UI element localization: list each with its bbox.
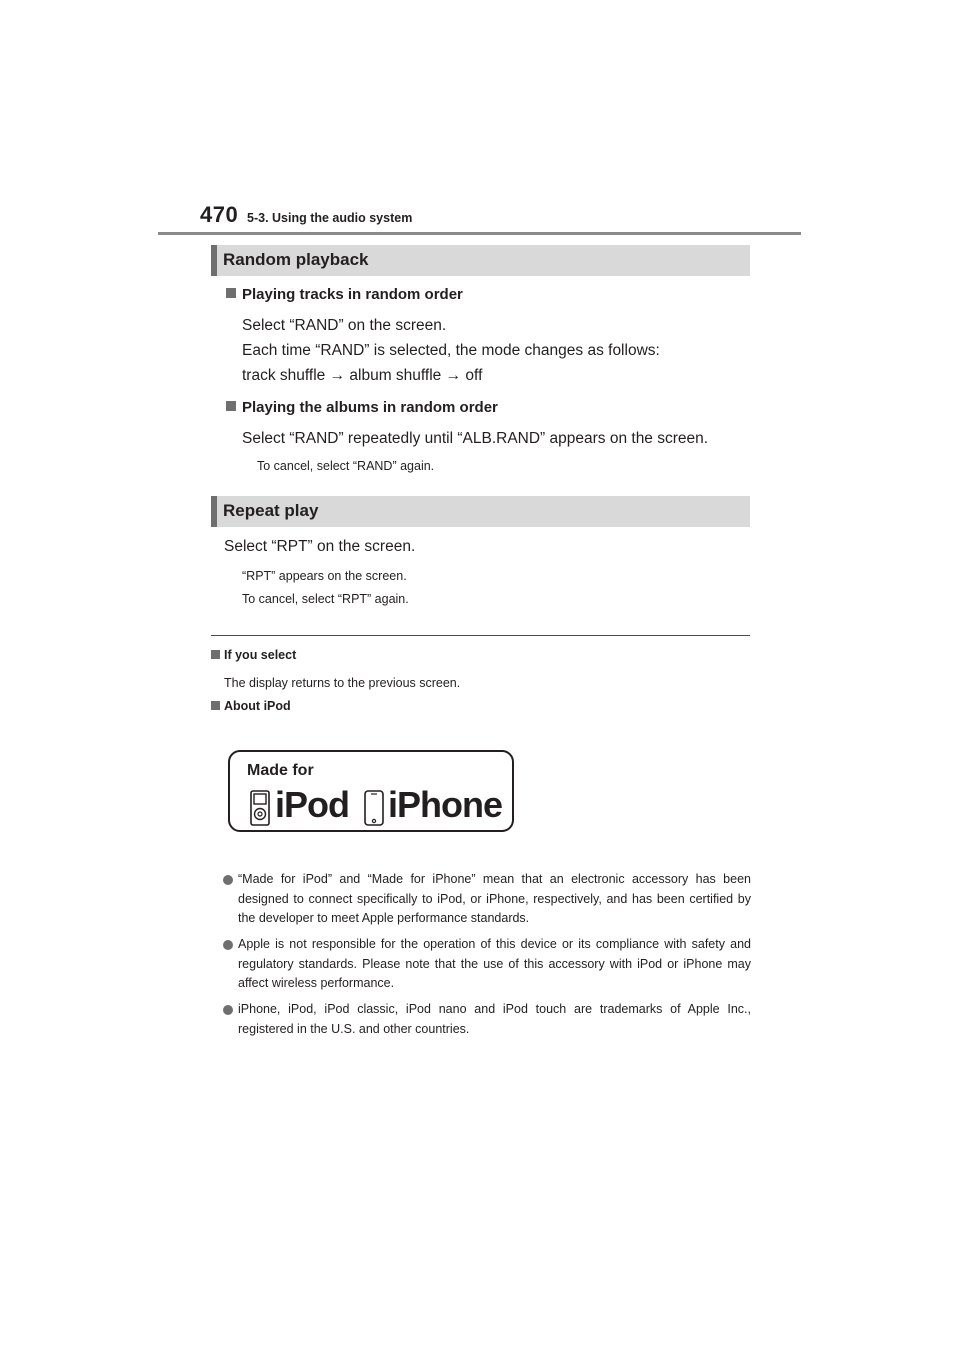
about-ipod-heading [211,699,291,713]
random-playback-heading-bar [211,245,750,276]
bullet-text: iPhone, iPod, iPod classic, iPod nano and iPod touch are trademarks of Apple Inc., registered in the U.S. and other countries. [238,1002,751,1036]
square-bullet-icon [211,650,220,659]
repeat-line-1: Select “RPT” on the screen. [224,538,416,555]
random-playback-title: Random playback [223,250,369,269]
logo-made-for: Made for [247,762,314,779]
iphone-icon [364,790,384,826]
albums-random-heading-text: Playing the albums in random order [242,399,498,416]
heading-accent [211,496,217,527]
about-ipod-heading-text: About iPod [224,699,291,713]
section-divider [211,635,750,636]
tracks-random-line-1: Select “RAND” on the screen. [242,317,447,334]
repeat-note-2: To cancel, select “RPT” again. [242,592,409,606]
repeat-play-heading-bar [211,496,750,527]
logo-iphone-text: iPhone [388,784,503,825]
tracks-random-line-2: Each time “RAND” is selected, the mode changes as follows: [242,342,660,359]
albums-random-note: To cancel, select “RAND” again. [257,459,435,473]
bullet-trademarks [223,1000,751,1039]
bullet-text: Apple is not responsible for the operation of this device or its compliance with safety and regulatory standards. Please note that the use of this accessory with iPod or iPhone may affect wireless performance. [238,937,751,990]
made-for-ipod-iphone-logo [228,750,514,832]
heading-accent [211,245,217,276]
repeat-note-1: “RPT” appears on the screen. [242,569,407,583]
if-you-select-heading-text: If you select [224,648,297,662]
tracks-random-heading [226,286,463,303]
ipod-icon [250,790,270,826]
if-you-select-text: The display returns to the previous screen. [224,676,461,690]
round-bullet-icon [223,875,233,885]
if-you-select-heading [211,648,296,662]
square-bullet-icon [211,701,220,710]
tracks-random-heading-text: Playing tracks in random order [242,286,463,303]
bullet-apple-responsibility [223,935,751,994]
section-title: 5-3. Using the audio system [247,211,413,225]
header-rule [158,232,801,235]
albums-random-heading [226,399,498,416]
bullet-text: “Made for iPod” and “Made for iPhone” mean that an electronic accessory has been designed to connect specifically to iPod, or iPhone, respectively, and has been certified by the developer to meet Apple performance standards. [238,872,751,925]
round-bullet-icon [223,1005,233,1015]
logo-ipod-text: iPod [275,784,349,825]
page-number: 470 [200,202,239,227]
round-bullet-icon [223,940,233,950]
square-bullet-icon [226,401,236,411]
square-bullet-icon [226,288,236,298]
albums-random-line-1: Select “RAND” repeatedly until “ALB.RAND” appears on the screen. [242,430,709,447]
bullet-made-for [223,870,751,929]
tracks-random-line-3: track shuffle → album shuffle → off [242,367,483,384]
repeat-play-title: Repeat play [223,501,319,520]
